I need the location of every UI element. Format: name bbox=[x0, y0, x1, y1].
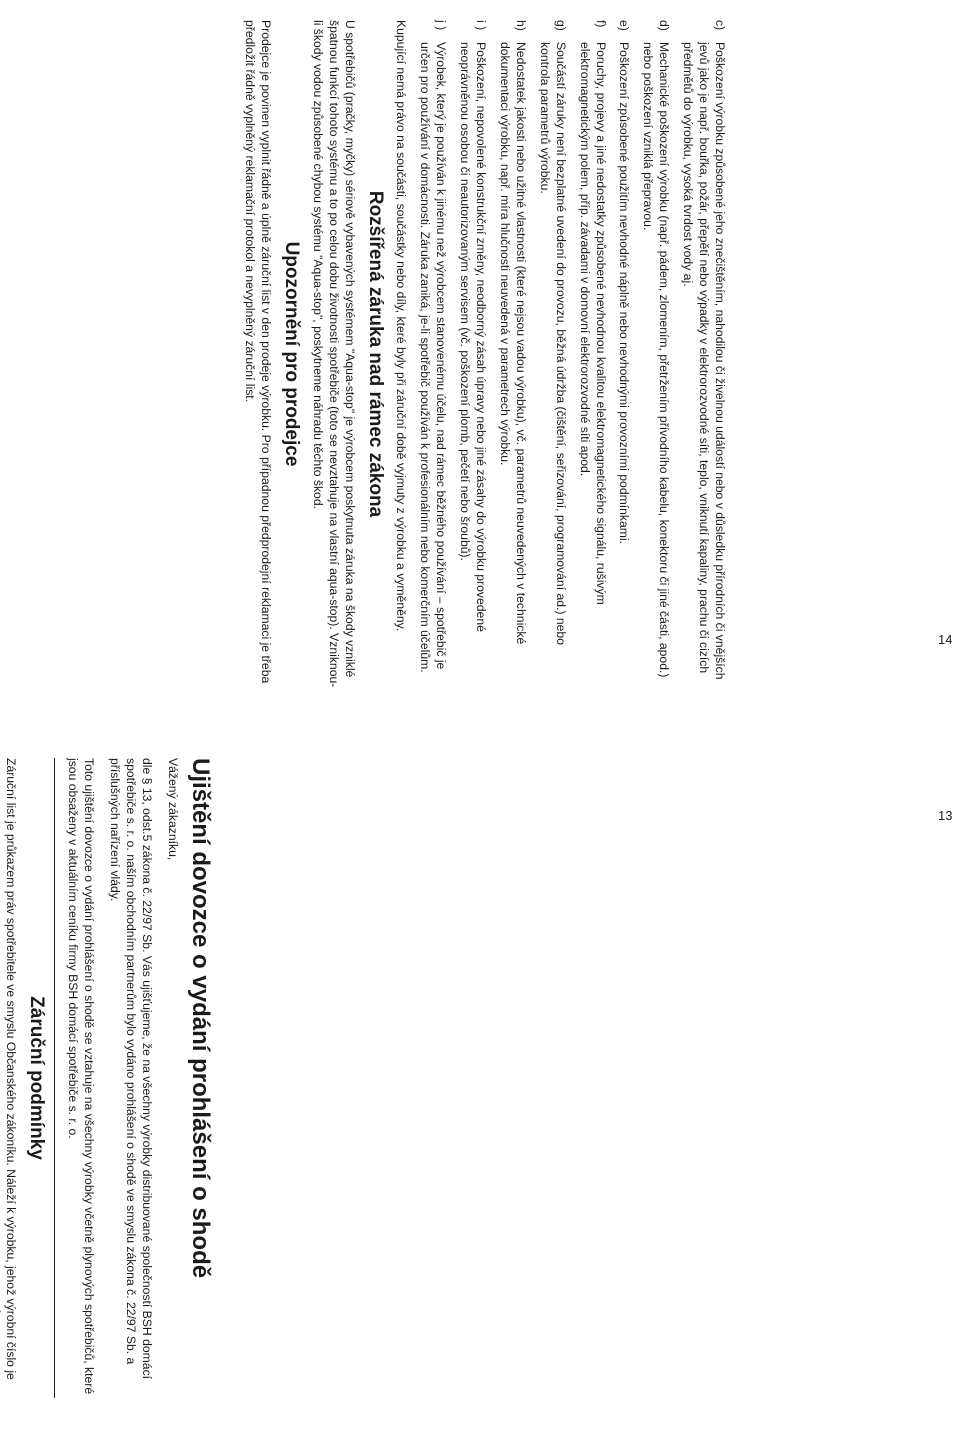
section-title-warranty: Záruční podmínky bbox=[25, 996, 47, 1160]
section-title-seller-notice: Upozornění pro prodejce bbox=[280, 241, 302, 467]
list-item-text: Poruchy, projevy a jiné nedostatky způsobené nevhodnou kvalitou elektromagnetického signálu, rušivým elektromagnetickým polem, příp. závadami v domovní elektrorozvodné síti apod. bbox=[577, 42, 608, 605]
page-number-right: 14 bbox=[938, 632, 953, 647]
list-item-text: Poškození, nepovolené konstrukční změny, neodborný zásah úpravy nebo jiné zásahy do výrobku provedené neoprávněnou osobou či neautorizovaným servisem (vč. poškození plomb, pečetí nebo šroubů). bbox=[458, 42, 489, 632]
page-number-left: 13 bbox=[938, 808, 953, 823]
list-item bbox=[639, 20, 671, 688]
list-item-marker: i ) bbox=[474, 20, 489, 31]
intro-paragraph-1: dle § 13, odst.5 zákona č. 22/97 Sb. Vás ujišťujeme, že na všechny výrobky distribuované společností BSH domácí spotřebiče s. r. o. naším obchodním partnerům bylo vydáno prohlášení o shodě ve smyslu zákona č. 22/97 Sb. a příslušných nařízení vlády. bbox=[108, 758, 155, 1380]
extended-warranty-text: U spotřebičů (pračky, myčky) sériově vybavených systémem "Aqua-stop" je výrobcem poskytnuta záruka na škody vzniklé špatnou funkcí tohoto systému a to po celou dobu životnosti spotřebiče (toto se nevztahuje na vlastní aqua-stop). Vzniknou-li škody vodou způsobené chybou systému "Aqua-stop", poskytneme náhradu těchto škod. bbox=[310, 20, 357, 688]
list-item-marker: h) bbox=[513, 20, 528, 31]
list-item-marker: d) bbox=[657, 20, 672, 31]
list-item bbox=[576, 20, 608, 688]
salutation: Vážený zákazníku, bbox=[166, 758, 180, 861]
list-item-text: Nedostatek jakosti nebo užitné vlastnosti (které nejsou vadou výrobku), vč. parametrů neuvedených v technické dokumentaci výrobku, např. míra hlučnosti neuvedená v parametrech výrobku. bbox=[498, 42, 528, 645]
list-item-marker: c) bbox=[713, 20, 727, 31]
list-item bbox=[417, 20, 449, 688]
page-14-content bbox=[231, 20, 727, 688]
intro-paragraph-2: Toto ujištění dovozce o vydání prohlášení o shodě se vztahuje na všechny výrobky včetně plynových spotřebičů, které jsou obsaženy v aktuálním ceníku firmy BSH domácí spotřebiče s. r. o. bbox=[66, 758, 97, 1395]
list-item-marker: e) bbox=[617, 20, 632, 31]
list-item-marker: g) bbox=[553, 20, 568, 31]
list-item-marker: f) bbox=[593, 20, 608, 28]
closing-paragraph: Kupující nemá právo na součásti, součástky nebo díly, které byly při záruční době vyjmuty z výrobku a vyměněny. bbox=[394, 20, 409, 632]
page-title: Ujištění dovozce o vydání prohlášení o shodě bbox=[187, 758, 214, 1279]
list-item-marker: j ) bbox=[434, 20, 449, 31]
list-item bbox=[496, 20, 528, 688]
list-item bbox=[679, 20, 727, 688]
list-item bbox=[456, 20, 488, 688]
seller-notice-text: Prodejce je povinen vyplnit řádně a úplně záruční list v den prodeje výrobku. Pro případnou předprodejní reklamaci je třeba předložit řádně vyplněný reklamační protokol a nevyplněný záruční list. bbox=[243, 20, 274, 684]
section-title-extended-warranty: Rozšířená záruka nad rámec zákona bbox=[364, 190, 386, 518]
page-13-content bbox=[0, 758, 214, 1398]
list-item-text: Mechanické poškození výrobku (např. pádem, zlomením, přetržením přívodního kabelu, konektoru či jiné části, apod.) nebo poškození vzniklá přepravou. bbox=[641, 42, 672, 678]
list-item bbox=[616, 20, 632, 688]
list-item-text: Výrobek, který je používán k jinému než výrobcem stanovenému účelu, nad rámec běžného používání – spotřebič je určen pro používání v domácnosti. Záruka zaniká, je-li spotřebič používán k profesionálním nebo komerčním účelům. bbox=[418, 42, 449, 673]
list-item-text: Poškození výrobku způsobené jeho znečištěním, nahodilou či živelnou událostí nebo v důsledku přírodních či vnějších jevů jako je např. bouřka, požár, přepětí nebo výpadky v elektrorozvodné síti, teplo, vniknutí kapaliny, prachu či cizích předmětů do výrobku, vysoká tvrdost vody aj. bbox=[681, 42, 727, 680]
list-item-text: Součástí záruky není bezplatné uvedení do provozu, běžná údržba (čištění, seřizování, programování ad.) nebo kontrola parametrů výrobku. bbox=[537, 42, 568, 645]
list-item-text: Poškození způsobené použitím nevhodné náplně nebo nevhodnými provozními podmínkami. bbox=[617, 42, 632, 545]
warranty-paragraph-1: Záruční list je průkazem práv spotřebitele ve smyslu Občanského zákoníku. Náleží k výrobku, jehož výrobní číslo je bbox=[3, 758, 18, 1380]
list-item bbox=[536, 20, 568, 688]
divider bbox=[54, 758, 55, 1398]
